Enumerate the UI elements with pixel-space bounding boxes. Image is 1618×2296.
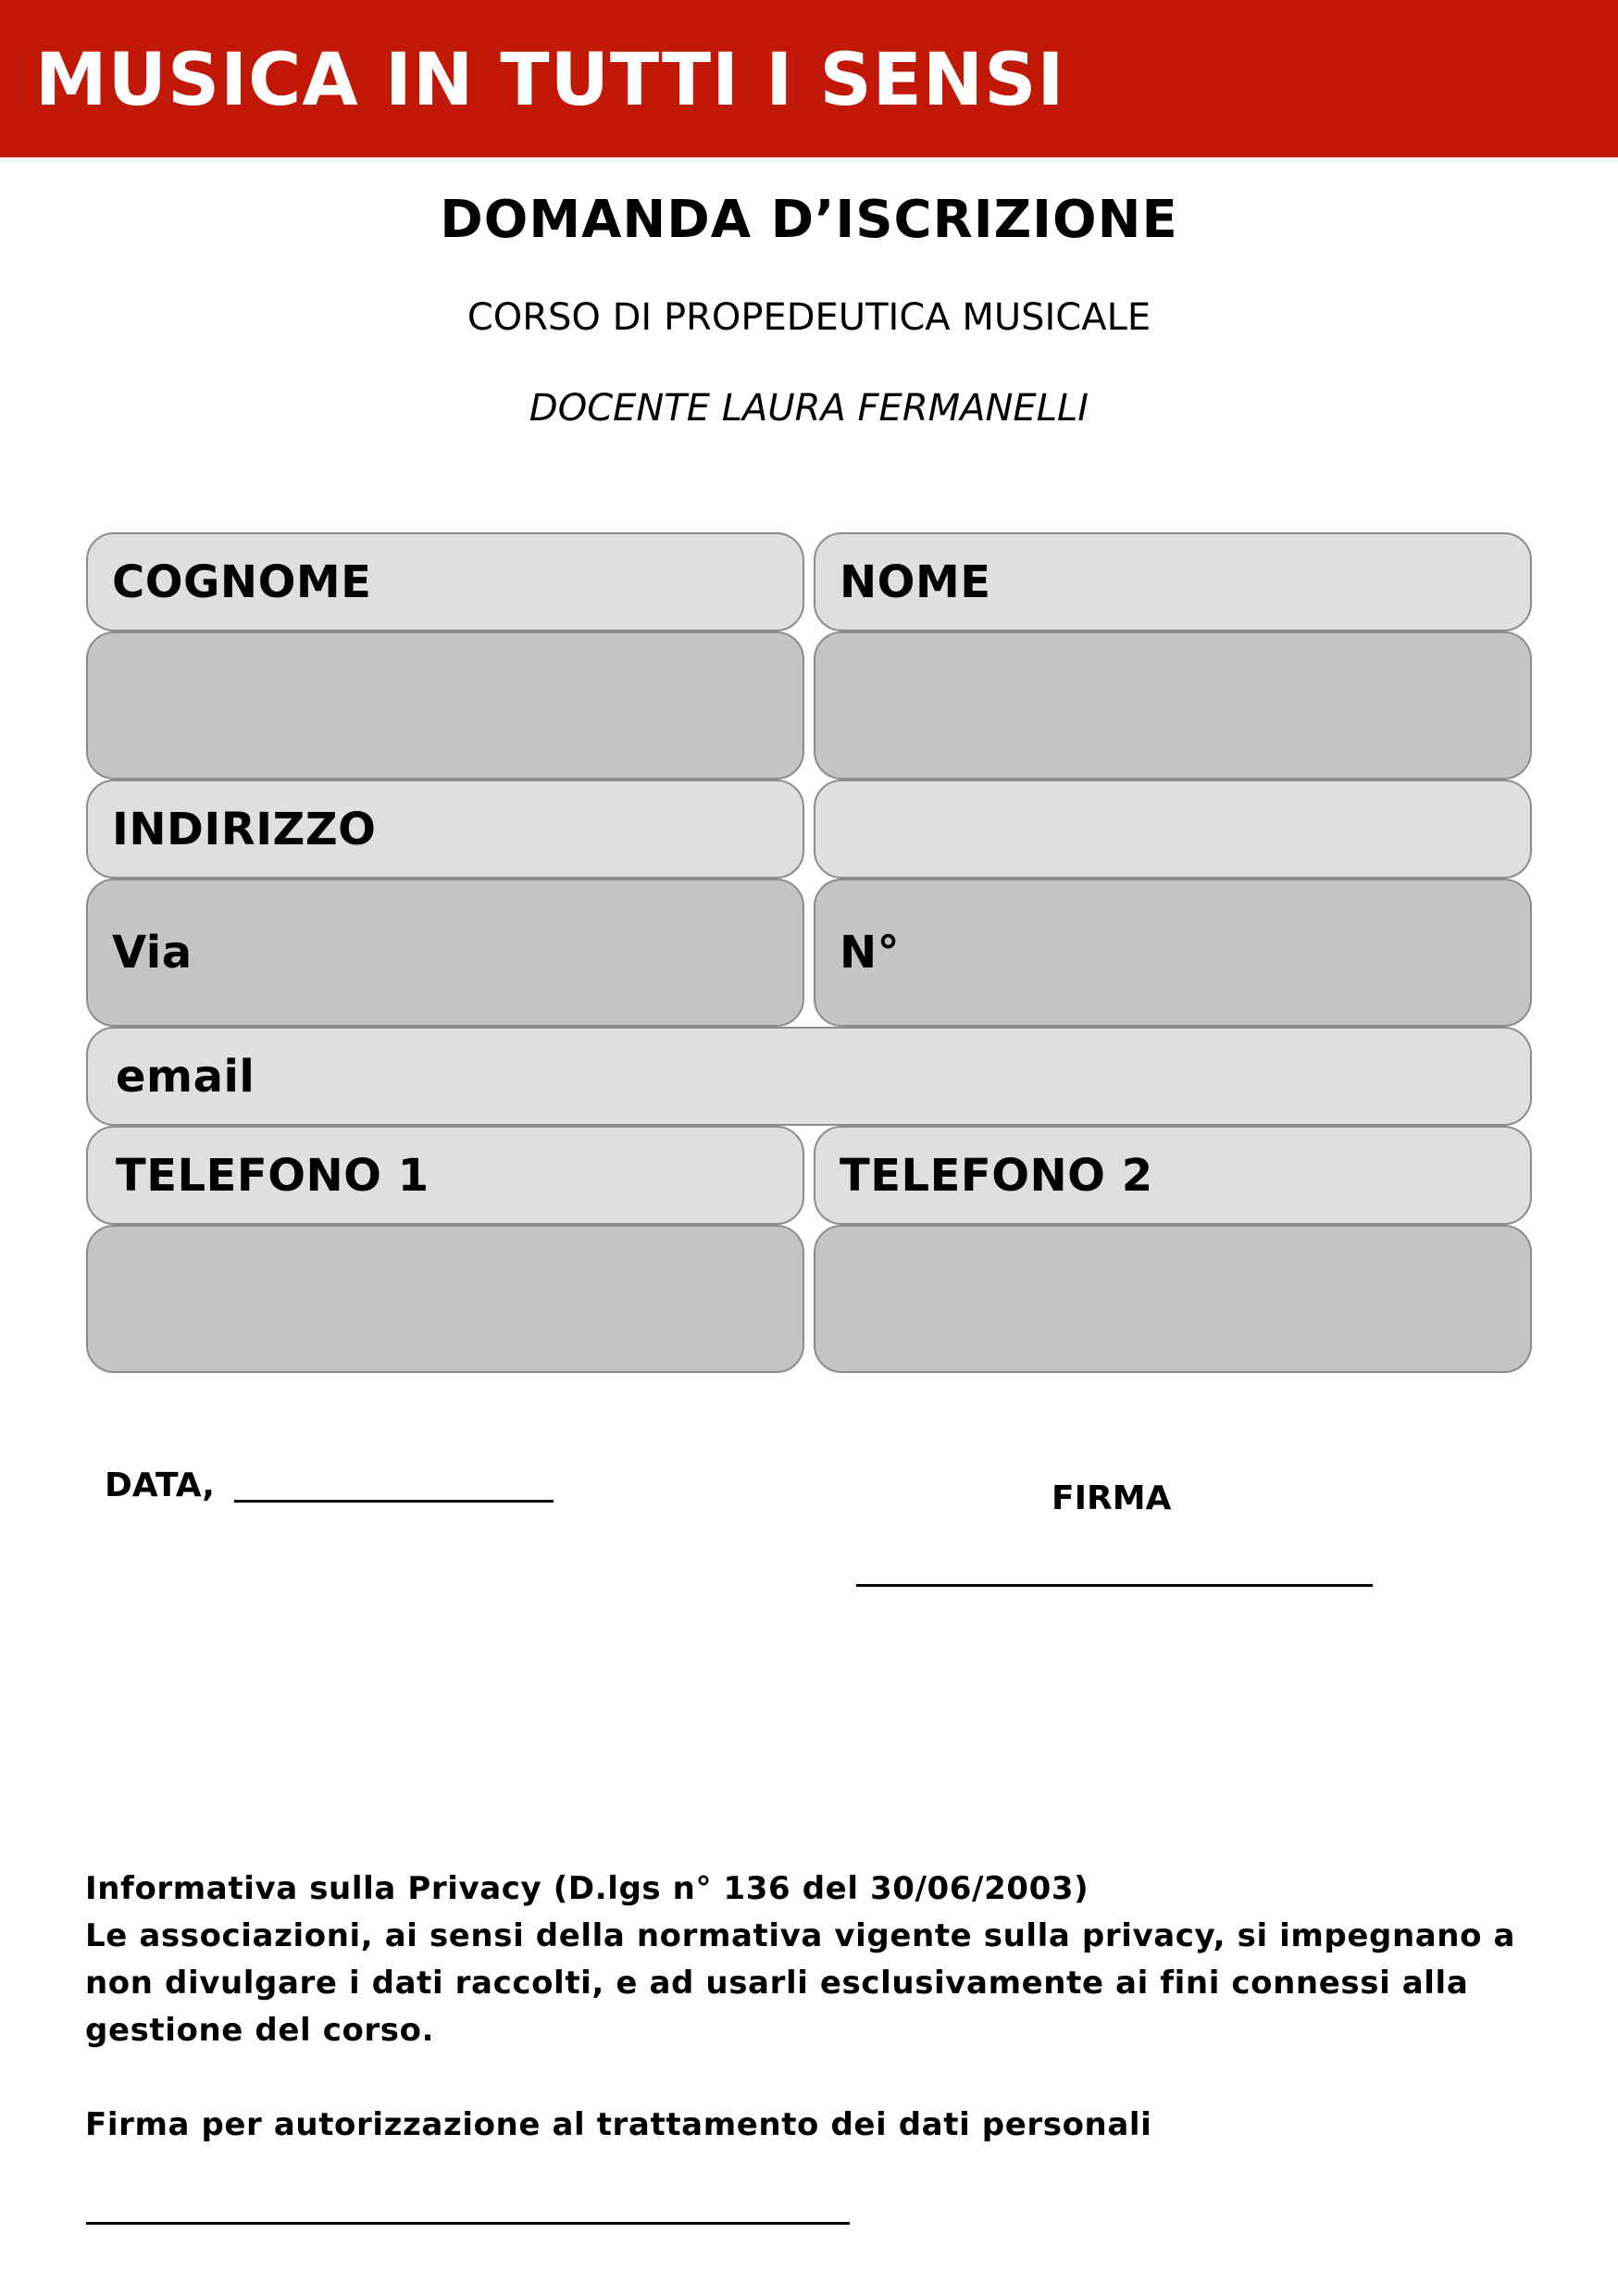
telefono1-input[interactable] [86,1225,804,1373]
consent-signature-line[interactable] [86,2222,850,2225]
nome-label-cell [814,532,1532,631]
header-banner [0,0,1618,157]
telefono1-label: TELEFONO 1 [116,1149,429,1202]
email-input[interactable] [86,1027,1532,1126]
firma-line[interactable] [856,1584,1373,1587]
firma-label: FIRMA [1052,1479,1172,1517]
banner-title: MUSICA IN TUTTI I SENSI [35,39,1065,122]
teacher-name: DOCENTE LAURA FERMANELLI [529,387,1089,430]
telefono1-label-cell [86,1126,804,1225]
privacy-body: Le associazioni, ai sensi della normativa vigente sulla privacy, si impegnano a non divulgare i dati raccolti, e ad usarli esclusivamente ai fini connessi alla gestione del corso. [85,1917,1516,2049]
data-label: DATA, [105,1466,215,1504]
data-line[interactable] [234,1500,554,1503]
telefono2-label: TELEFONO 2 [840,1149,1153,1202]
cognome-label-cell [86,532,804,631]
email-label: email [116,1050,255,1103]
via-label: Via [112,927,193,979]
cognome-input[interactable] [86,631,804,780]
telefono2-input[interactable] [814,1225,1532,1373]
indirizzo-label: INDIRIZZO [112,803,377,855]
privacy-section [85,1866,1548,2149]
nome-input[interactable] [814,631,1532,780]
form-title: DOMANDA D’ISCRIZIONE [440,190,1178,250]
via-input[interactable] [86,879,804,1027]
cognome-label: COGNOME [112,555,372,608]
indirizzo-blank-cell [814,780,1532,879]
indirizzo-label-cell [86,780,804,879]
numero-input[interactable] [814,879,1532,1027]
consent-label: Firma per autorizzazione al trattamento dei dati personali [85,2106,1152,2143]
nome-label: NOME [840,555,991,608]
telefono2-label-cell [814,1126,1532,1225]
privacy-heading: Informativa sulla Privacy (D.lgs n° 136 del 30/06/2003) [85,1870,1089,1907]
numero-label: N° [840,927,901,979]
course-subtitle: CORSO DI PROPEDEUTICA MUSICALE [467,296,1151,339]
